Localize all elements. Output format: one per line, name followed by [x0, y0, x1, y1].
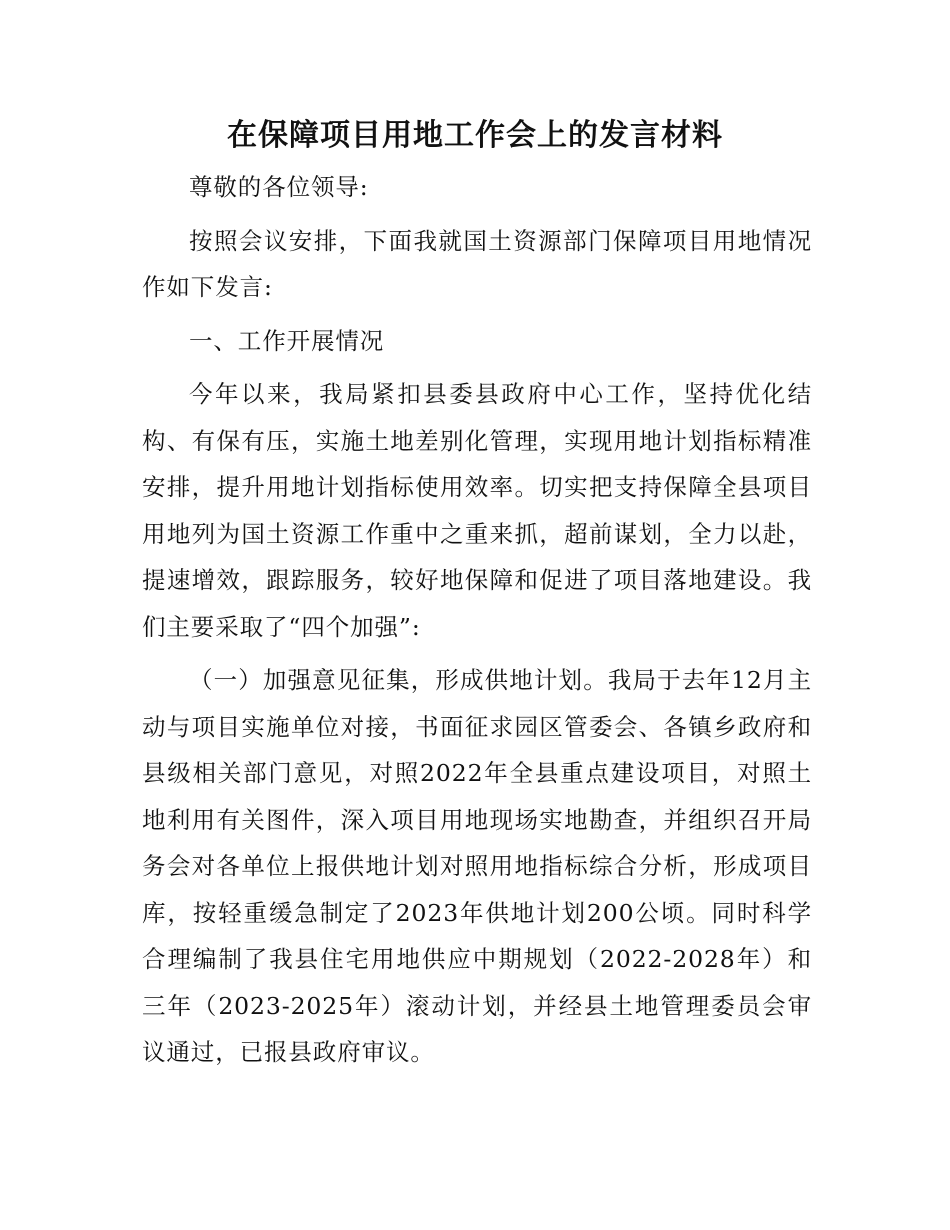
subsection-paragraph: （一）加强意见征集，形成供地计划。我局于去年12月主动与项目实施单位对接，书面征求园区管委会、各镇乡政府和县级相关部门意见，对照2022年全县重点建设项目，对照土地利用有关图件，深入项目用地现场实地勘查，并组织召开局务会对各单位上报供地计划对照用地指标综合分析，形成项目库，按轻重缓急制定了2023年供地计划200公顷。同时科学合理编制了我县住宅用地供应中期规划（2022-2028年）和三年（2023-2025年）滚动计划，并经县土地管理委员会审议通过，已报县政府审议。 — [142, 666, 812, 1066]
document-body — [142, 164, 812, 1076]
document-title: 在保障项目用地工作会上的发言材料 — [227, 118, 723, 153]
intro-paragraph: 按照会议安排，下面我就国土资源部门保障项目用地情况作如下发言: — [142, 226, 812, 301]
salutation: 尊敬的各位领导: — [189, 173, 369, 201]
section-heading: 一、工作开展情况 — [189, 326, 385, 355]
overview-paragraph: 今年以来，我局紧扣县委县政府中心工作，坚持优化结构、有保有压，实施土地差别化管理，实现用地计划指标精准安排，提升用地计划指标使用效率。切实把支持保障全县项目用地列为国土资源工作重中之重来抓，超前谋划，全力以赴，提速增效，跟踪服务，较好地保障和促进了项目落地建设。我们主要采取了“四个加强”: — [142, 380, 812, 641]
